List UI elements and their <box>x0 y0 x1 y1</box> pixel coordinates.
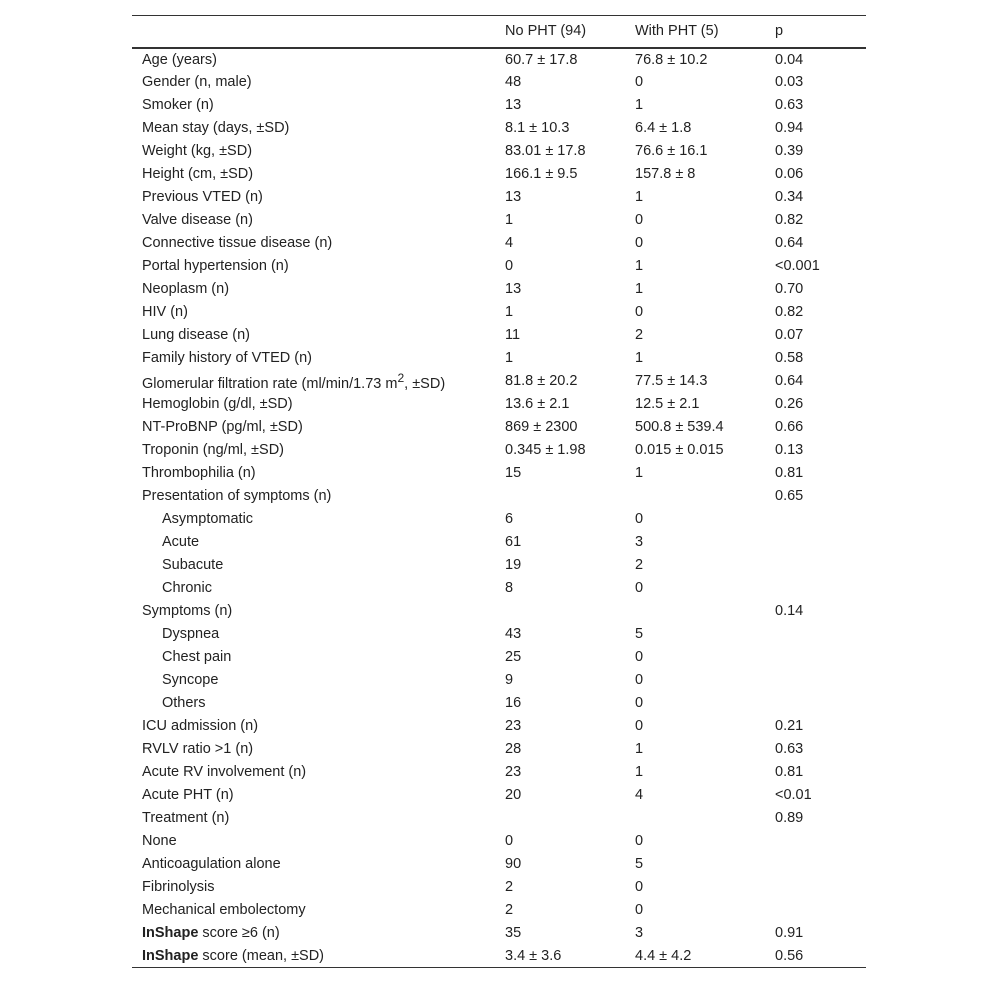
cell-p: 0.64 <box>775 373 804 389</box>
cell-p <box>775 531 866 554</box>
row-label: Smoker (n) <box>142 97 214 113</box>
cell-no-pht: 0 <box>505 258 514 274</box>
cell-with-pht: 2 <box>635 327 644 343</box>
table-row <box>132 48 866 71</box>
table-row <box>132 761 866 784</box>
cell-with-pht: 1 <box>635 465 644 481</box>
cell-p: 0.03 <box>775 74 804 90</box>
cell-no-pht: 81.8 ± 20.2 <box>505 373 578 389</box>
cell-p <box>775 853 866 876</box>
cell-no-pht: 43 <box>505 626 522 642</box>
cell-p: <0.001 <box>775 258 820 274</box>
row-label: ICU admission (n) <box>142 718 259 734</box>
table-row <box>132 324 866 347</box>
row-label: None <box>142 833 177 849</box>
cell-with-pht: 5 <box>635 856 644 872</box>
cell-no-pht: 20 <box>505 787 522 803</box>
cell-p: 0.64 <box>775 235 804 251</box>
cell-no-pht: 83.01 ± 17.8 <box>505 143 586 159</box>
cell-with-pht: 1 <box>635 189 644 205</box>
cell-no-pht: 48 <box>505 74 522 90</box>
table-row <box>132 692 866 715</box>
row-label: Treatment (n) <box>142 810 230 826</box>
cell-p: 0.63 <box>775 741 804 757</box>
cell-with-pht: 0 <box>635 235 644 251</box>
table-row <box>132 370 866 393</box>
row-label: Connective tissue disease (n) <box>142 235 333 251</box>
row-label: Fibrinolysis <box>142 879 215 895</box>
table-row <box>132 738 866 761</box>
table-row <box>132 508 866 531</box>
cell-no-pht: 869 ± 2300 <box>505 419 578 435</box>
table-row <box>132 416 866 439</box>
row-label: Gender (n, male) <box>142 74 252 90</box>
cell-with-pht <box>635 807 775 830</box>
cell-with-pht: 1 <box>635 97 644 113</box>
cell-p: 0.70 <box>775 281 804 297</box>
cell-no-pht: 0.345 ± 1.98 <box>505 442 586 458</box>
row-label: Syncope <box>162 672 219 688</box>
cell-p: 0.91 <box>775 925 804 941</box>
cell-no-pht: 1 <box>505 350 514 366</box>
table-row <box>132 899 866 922</box>
cell-no-pht: 23 <box>505 764 522 780</box>
cell-with-pht: 0 <box>635 580 644 596</box>
cell-with-pht: 0 <box>635 74 644 90</box>
table-row <box>132 784 866 807</box>
cell-p: 0.94 <box>775 120 804 136</box>
header-p: p <box>775 16 866 48</box>
row-label-text: Glomerular filtration rate (ml/min/1.73 m <box>142 375 398 392</box>
cell-no-pht: 1 <box>505 304 514 320</box>
cell-with-pht: 1 <box>635 258 644 274</box>
cell-no-pht: 15 <box>505 465 522 481</box>
table-row <box>132 186 866 209</box>
row-label: Anticoagulation alone <box>142 856 281 872</box>
cell-with-pht: 3 <box>635 925 644 941</box>
row-label: Chronic <box>162 580 212 596</box>
cell-p: 0.39 <box>775 143 804 159</box>
row-label: NT-ProBNP (pg/ml, ±SD) <box>142 419 303 435</box>
cell-no-pht: 6 <box>505 511 514 527</box>
row-label: Family history of VTED (n) <box>142 350 312 366</box>
table-row <box>132 554 866 577</box>
cell-p: 0.82 <box>775 212 804 228</box>
cell-no-pht: 166.1 ± 9.5 <box>505 166 578 182</box>
cell-no-pht: 2 <box>505 902 514 918</box>
cell-p: 0.65 <box>775 488 804 504</box>
cell-with-pht: 1 <box>635 741 644 757</box>
cell-with-pht: 4 <box>635 787 644 803</box>
cell-p <box>775 692 866 715</box>
table-row <box>132 232 866 255</box>
cell-no-pht <box>505 807 635 830</box>
row-label: Symptoms (n) <box>142 603 233 619</box>
row-label: Asymptomatic <box>162 511 254 527</box>
cell-with-pht: 5 <box>635 626 644 642</box>
table-row <box>132 347 866 370</box>
row-label: Troponin (ng/ml, ±SD) <box>142 442 284 458</box>
row-label: Previous VTED (n) <box>142 189 263 205</box>
cell-with-pht: 0 <box>635 672 644 688</box>
table-row <box>132 117 866 140</box>
cell-no-pht: 90 <box>505 856 522 872</box>
header-no-pht: No PHT (94) <box>505 16 635 48</box>
table-row <box>132 623 866 646</box>
row-label: Others <box>162 695 206 711</box>
cell-with-pht: 1 <box>635 764 644 780</box>
cell-with-pht: 0 <box>635 902 644 918</box>
cell-p: 0.66 <box>775 419 804 435</box>
row-label: Weight (kg, ±SD) <box>142 143 253 159</box>
cell-with-pht: 0 <box>635 511 644 527</box>
row-label: Acute <box>162 534 200 550</box>
cell-no-pht: 13 <box>505 281 522 297</box>
cell-with-pht: 4.4 ± 4.2 <box>635 945 775 968</box>
cell-p: 0.04 <box>775 51 804 68</box>
table-row <box>132 485 866 508</box>
table-row <box>132 830 866 853</box>
table-row <box>132 94 866 117</box>
cell-no-pht: 4 <box>505 235 514 251</box>
row-label-bold: InShape <box>142 947 199 964</box>
row-label: Subacute <box>162 557 224 573</box>
cell-no-pht: 13.6 ± 2.1 <box>505 396 570 412</box>
cell-no-pht: 11 <box>505 327 521 343</box>
cell-p: 0.34 <box>775 189 804 205</box>
row-label: Portal hypertension (n) <box>142 258 289 274</box>
table-row <box>132 945 866 968</box>
cell-no-pht: 16 <box>505 695 522 711</box>
cell-p <box>775 899 866 922</box>
row-label-text: score (mean, ±SD) <box>198 947 325 964</box>
row-label: HIV (n) <box>142 304 188 320</box>
cell-p: 0.89 <box>775 810 804 826</box>
row-label: Presentation of symptoms (n) <box>142 488 332 504</box>
cell-no-pht: 19 <box>505 557 522 573</box>
cell-no-pht: 0 <box>505 833 514 849</box>
row-label: Chest pain <box>162 649 232 665</box>
cell-p: 0.81 <box>775 465 804 481</box>
cell-p <box>775 646 866 669</box>
cell-with-pht <box>635 485 775 508</box>
cell-with-pht: 0 <box>635 212 644 228</box>
table-header-row <box>132 16 866 48</box>
cell-no-pht: 8.1 ± 10.3 <box>505 120 570 136</box>
cell-with-pht: 1 <box>635 350 644 366</box>
cell-with-pht: 2 <box>635 557 644 573</box>
row-label: Mean stay (days, ±SD) <box>142 120 290 136</box>
cell-with-pht: 0 <box>635 695 644 711</box>
cell-p: 0.07 <box>775 327 804 343</box>
table-row <box>132 715 866 738</box>
row-label: Dyspnea <box>162 626 220 642</box>
row-label: Neoplasm (n) <box>142 281 230 297</box>
cell-with-pht: 0 <box>635 304 644 320</box>
cell-with-pht: 0 <box>635 879 644 895</box>
cell-p <box>775 554 866 577</box>
cell-no-pht: 13 <box>505 97 522 113</box>
cell-with-pht: 1 <box>635 281 644 297</box>
cell-p <box>775 876 866 899</box>
cell-p <box>775 577 866 600</box>
cell-with-pht: 0.015 ± 0.015 <box>635 442 724 458</box>
table-row <box>132 462 866 485</box>
cell-p <box>775 830 866 853</box>
row-label: Acute RV involvement (n) <box>142 764 307 780</box>
cell-p: 0.81 <box>775 764 804 780</box>
table-row <box>132 209 866 232</box>
cell-p <box>775 508 866 531</box>
cell-no-pht: 9 <box>505 672 514 688</box>
cell-with-pht: 77.5 ± 14.3 <box>635 373 708 389</box>
cell-p: 0.56 <box>775 945 866 968</box>
row-label: Height (cm, ±SD) <box>142 166 254 182</box>
cell-no-pht: 3.4 ± 3.6 <box>505 945 635 968</box>
row-label-superscript: 2 <box>397 370 405 385</box>
row-label: Acute PHT (n) <box>142 787 234 803</box>
table-row <box>132 71 866 94</box>
row-label: Lung disease (n) <box>142 327 251 343</box>
row-label: Mechanical embolectomy <box>142 902 306 918</box>
cell-no-pht: 61 <box>505 534 522 550</box>
table-row <box>132 301 866 324</box>
row-label <box>132 922 505 945</box>
row-label: Hemoglobin (g/dl, ±SD) <box>142 396 293 412</box>
cell-p: <0.01 <box>775 787 812 803</box>
row-label: Thrombophilia (n) <box>142 465 256 481</box>
cell-p: 0.58 <box>775 350 804 366</box>
cell-with-pht: 12.5 ± 2.1 <box>635 396 700 412</box>
comparison-table <box>132 15 866 968</box>
cell-no-pht: 28 <box>505 741 522 757</box>
cell-with-pht: 0 <box>635 649 644 665</box>
cell-no-pht <box>505 485 635 508</box>
data-table-container <box>132 15 866 968</box>
cell-no-pht <box>505 600 635 623</box>
table-row <box>132 853 866 876</box>
table-row <box>132 646 866 669</box>
cell-with-pht: 6.4 ± 1.8 <box>635 120 692 136</box>
row-label: Valve disease (n) <box>142 212 253 228</box>
cell-with-pht: 157.8 ± 8 <box>635 166 696 182</box>
cell-with-pht: 0 <box>635 833 644 849</box>
table-row <box>132 807 866 830</box>
table-row <box>132 600 866 623</box>
cell-p <box>775 623 866 646</box>
cell-p: 0.14 <box>775 603 804 619</box>
row-label: Age (years) <box>142 51 217 68</box>
header-label <box>132 16 505 48</box>
cell-p: 0.13 <box>775 442 804 458</box>
cell-p: 0.21 <box>775 718 804 734</box>
cell-no-pht: 60.7 ± 17.8 <box>505 51 578 68</box>
table-row <box>132 278 866 301</box>
cell-with-pht <box>635 600 775 623</box>
table-row <box>132 255 866 278</box>
cell-no-pht: 35 <box>505 925 522 941</box>
table-row <box>132 163 866 186</box>
row-label: RVLV ratio >1 (n) <box>142 741 254 757</box>
cell-with-pht: 76.6 ± 16.1 <box>635 143 708 159</box>
cell-no-pht: 1 <box>505 212 514 228</box>
cell-p: 0.63 <box>775 97 804 113</box>
table-row <box>132 669 866 692</box>
cell-with-pht: 3 <box>635 534 644 550</box>
cell-p: 0.06 <box>775 166 804 182</box>
row-label <box>132 370 505 393</box>
cell-p <box>775 669 866 692</box>
cell-with-pht: 76.8 ± 10.2 <box>635 51 708 68</box>
table-row <box>132 577 866 600</box>
cell-with-pht: 500.8 ± 539.4 <box>635 419 724 435</box>
row-label-text: score ≥6 (n) <box>198 925 280 941</box>
table-row <box>132 393 866 416</box>
cell-no-pht: 23 <box>505 718 522 734</box>
cell-with-pht: 0 <box>635 718 644 734</box>
table-row <box>132 876 866 899</box>
cell-no-pht: 2 <box>505 879 514 895</box>
row-label <box>132 945 505 968</box>
cell-no-pht: 25 <box>505 649 522 665</box>
cell-no-pht: 13 <box>505 189 522 205</box>
table-row <box>132 140 866 163</box>
table-row <box>132 922 866 945</box>
header-with-pht: With PHT (5) <box>635 16 775 48</box>
row-label-text-end: , ±SD) <box>404 375 446 392</box>
cell-p: 0.26 <box>775 396 804 412</box>
table-row <box>132 531 866 554</box>
cell-p: 0.82 <box>775 304 804 320</box>
cell-no-pht: 8 <box>505 580 514 596</box>
table-row <box>132 439 866 462</box>
row-label-bold: InShape <box>142 925 199 941</box>
